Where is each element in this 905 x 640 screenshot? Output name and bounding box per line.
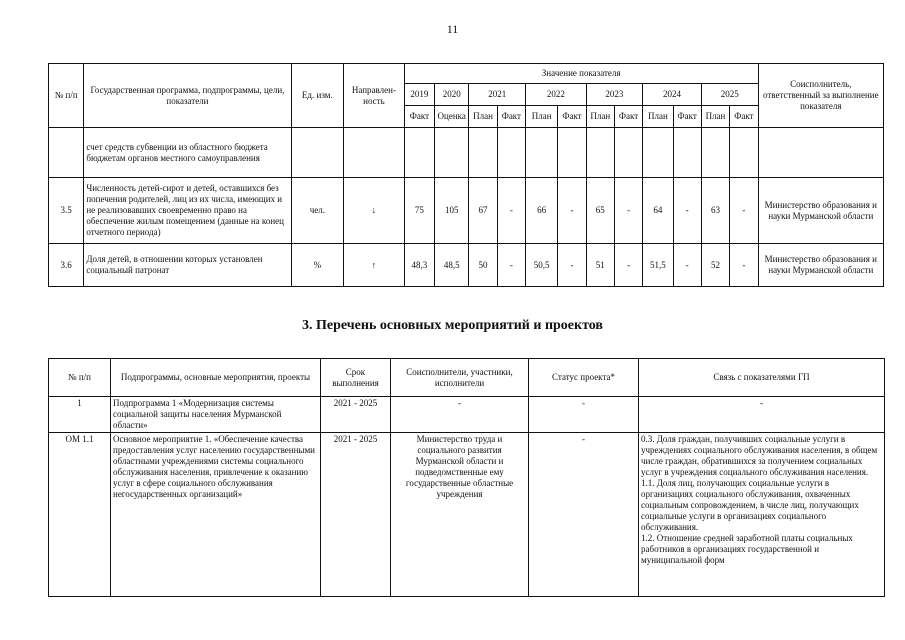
header-sub: План	[526, 106, 558, 128]
row-unit: %	[291, 244, 344, 287]
header-activities: Подпрограммы, основные мероприятия, проекты	[111, 359, 321, 397]
header-status: Статус проекта*	[529, 359, 639, 397]
row-value	[643, 128, 673, 178]
row-value: 48,3	[404, 244, 434, 287]
row-value: 67	[469, 178, 497, 244]
row-value: 50,5	[526, 244, 558, 287]
row-link	[639, 433, 885, 597]
header-year: 2023	[586, 84, 643, 106]
row-value: -	[558, 178, 586, 244]
row-num	[49, 128, 84, 178]
row-value: -	[558, 244, 586, 287]
header-executors: Соисполнители, участники, исполнители	[391, 359, 529, 397]
header-link: Связь с показателями ГП	[639, 359, 885, 397]
row-responsible: Министерство образования и науки Мурманской области	[758, 178, 883, 244]
row-direction: ↑	[344, 244, 405, 287]
header-sub: Оценка	[435, 106, 469, 128]
row-value	[558, 128, 586, 178]
row-direction	[344, 128, 405, 178]
row-value	[497, 128, 525, 178]
header-num: № п/п	[49, 359, 111, 397]
header-year: 2024	[643, 84, 702, 106]
header-deadline: Срок выполнения	[321, 359, 391, 397]
row-value: 51,5	[643, 244, 673, 287]
table-row	[49, 128, 884, 178]
row-value: -	[673, 244, 701, 287]
row-direction: ↓	[344, 178, 405, 244]
table-row	[49, 433, 885, 597]
row-value: 52	[701, 244, 729, 287]
header-sub: План	[701, 106, 729, 128]
header-year: 2020	[435, 84, 469, 106]
header-sub: Факт	[558, 106, 586, 128]
header-program: Государственная программа, подпрограммы, цели, показатели	[84, 64, 291, 128]
row-activity: Основное мероприятие 1. «Обеспечение качества предоставления услуг населению государственными областными учреждениями системы социального обслуживания населения, привлечение к оказанию услуг в сфере социального обслуживания негосударственных организаций»	[111, 433, 321, 597]
table-row	[49, 397, 885, 433]
section-title: 3. Перечень основных мероприятий и проектов	[302, 318, 603, 333]
row-value: 64	[643, 178, 673, 244]
row-num: 1	[49, 397, 111, 433]
row-executors: Министерство труда и социального развития Мурманской области и подведомственные ему государственные областные учреждения	[391, 433, 529, 597]
header-year: 2021	[469, 84, 526, 106]
row-text: Численность детей-сирот и детей, оставшихся без попечения родителей, лиц из их числа, имеющих и не реализовавших своевременно право на обеспечение жилым помещением (данные на конец отчетного периода)	[84, 178, 291, 244]
row-status: -	[529, 397, 639, 433]
row-value	[586, 128, 614, 178]
header-sub: Факт	[614, 106, 642, 128]
row-activity: Подпрограмма 1 «Модернизация системы социальной защиты населения Мурманской области»	[111, 397, 321, 433]
row-link: -	[639, 397, 885, 433]
row-unit: чел.	[291, 178, 344, 244]
header-sub: План	[586, 106, 614, 128]
link-item: 1.2. Отношение средней заработной платы социальных работников в организациях государственной и муниципальной форм	[641, 533, 853, 565]
row-num: 3.6	[49, 244, 84, 287]
header-num: № п/п	[49, 64, 84, 128]
row-value: -	[614, 178, 642, 244]
row-value: 105	[435, 178, 469, 244]
row-deadline: 2021 - 2025	[321, 397, 391, 433]
row-value	[435, 128, 469, 178]
header-year: 2022	[526, 84, 587, 106]
header-sub: Факт	[497, 106, 525, 128]
row-value	[673, 128, 701, 178]
header-value-group: Значение показателя	[404, 64, 758, 84]
row-value	[469, 128, 497, 178]
header-year: 2025	[701, 84, 758, 106]
row-value: -	[614, 244, 642, 287]
link-item: 0.3. Доля граждан, получивших социальные услуги в учреждениях социального обслуживания населения, в общем числе граждан, обратившихся за получением социальных услуг в учреждения социального обслуживания населения.	[641, 434, 878, 477]
header-sub: Факт	[730, 106, 758, 128]
row-responsible: Министерство образования и науки Мурманской области	[758, 244, 883, 287]
row-value: -	[497, 178, 525, 244]
row-value: 75	[404, 178, 434, 244]
row-text: счет средств субвенции из областного бюджета бюджетам органов местного самоуправления	[84, 128, 291, 178]
row-value: 66	[526, 178, 558, 244]
row-responsible	[758, 128, 883, 178]
header-responsible: Соисполнитель, ответственный за выполнение показателя	[758, 64, 883, 128]
row-executors: -	[391, 397, 529, 433]
table-row	[49, 244, 884, 287]
table-row	[49, 178, 884, 244]
row-text: Доля детей, в отношении которых установлен социальный патронат	[84, 244, 291, 287]
row-value: -	[730, 178, 758, 244]
row-status: -	[529, 433, 639, 597]
row-value: 63	[701, 178, 729, 244]
row-value	[730, 128, 758, 178]
row-value	[404, 128, 434, 178]
row-value	[526, 128, 558, 178]
header-unit: Ед. изм.	[291, 64, 344, 128]
row-value: 48,5	[435, 244, 469, 287]
indicators-table	[48, 63, 884, 287]
header-year: 2019	[404, 84, 434, 106]
row-value	[614, 128, 642, 178]
row-value: 65	[586, 178, 614, 244]
activities-table	[48, 358, 885, 597]
row-value: -	[673, 178, 701, 244]
row-value: -	[730, 244, 758, 287]
page-number: 11	[446, 22, 459, 36]
row-num: 3.5	[49, 178, 84, 244]
header-sub: Факт	[673, 106, 701, 128]
header-sub: План	[469, 106, 497, 128]
row-value	[701, 128, 729, 178]
row-value: 50	[469, 244, 497, 287]
row-num: ОМ 1.1	[49, 433, 111, 597]
row-value: -	[497, 244, 525, 287]
header-direction: Направлен-ность	[344, 64, 405, 128]
header-sub: План	[643, 106, 673, 128]
row-value: 51	[586, 244, 614, 287]
link-item: 1.1. Доля лиц, получающих социальные услуги в организациях социального обслуживания, охваченных социальным сопровождением, в числе лиц, получающих социальные услуги в организациях социального обслуживания.	[641, 478, 859, 532]
row-deadline: 2021 - 2025	[321, 433, 391, 597]
row-unit	[291, 128, 344, 178]
header-sub: Факт	[404, 106, 434, 128]
